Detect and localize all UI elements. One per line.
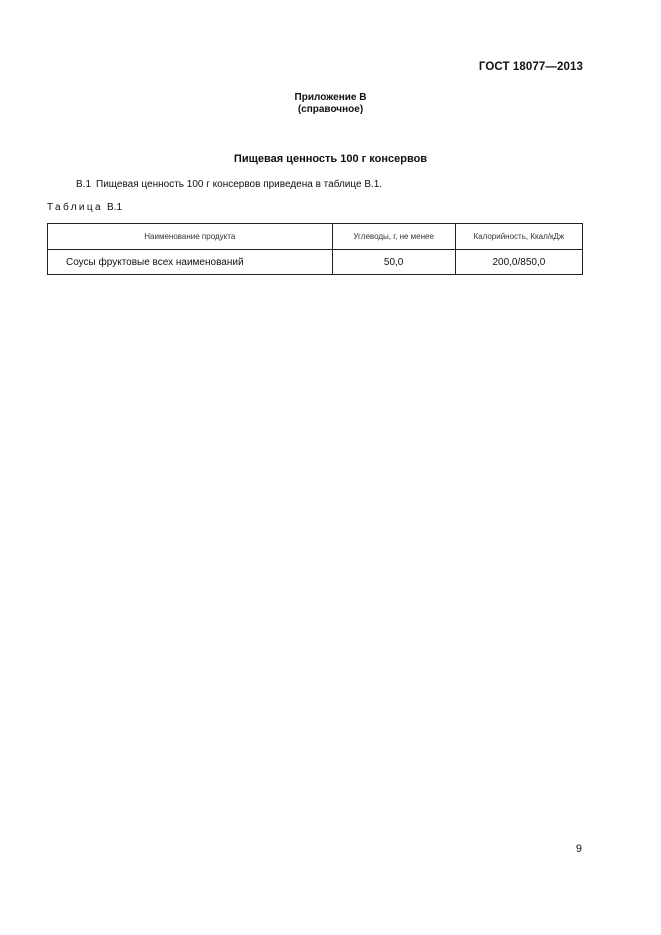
table-caption-word: Таблица bbox=[47, 202, 104, 213]
table-caption-number: В.1 bbox=[107, 202, 123, 213]
page-number: 9 bbox=[575, 843, 582, 855]
cell-product-name: Соусы фруктовые всех наименований bbox=[48, 250, 333, 275]
header-carbohydrates: Углеводы, г, не менее bbox=[332, 224, 455, 250]
section-title: Пищевая ценность 100 г консервов bbox=[233, 153, 428, 165]
nutrition-table bbox=[47, 223, 583, 275]
header-product-name: Наименование продукта bbox=[48, 224, 333, 250]
table-row bbox=[48, 250, 583, 275]
header-calories: Калорийность, Ккал/кДж bbox=[455, 224, 582, 250]
table-header-row bbox=[48, 224, 583, 250]
paragraph-number: В.1 bbox=[76, 179, 92, 190]
annex-heading bbox=[0, 92, 661, 116]
cell-calories: 200,0/850,0 bbox=[455, 250, 582, 275]
paragraph bbox=[76, 179, 382, 190]
annex-title: Приложение В bbox=[294, 92, 367, 103]
cell-carbohydrates: 50,0 bbox=[332, 250, 455, 275]
table-caption bbox=[47, 202, 122, 213]
annex-kind: (справочное) bbox=[297, 104, 364, 115]
standard-designation: ГОСТ 18077—2013 bbox=[478, 61, 583, 73]
paragraph-text: Пищевая ценность 100 г консервов приведена в таблице В.1. bbox=[96, 179, 383, 190]
